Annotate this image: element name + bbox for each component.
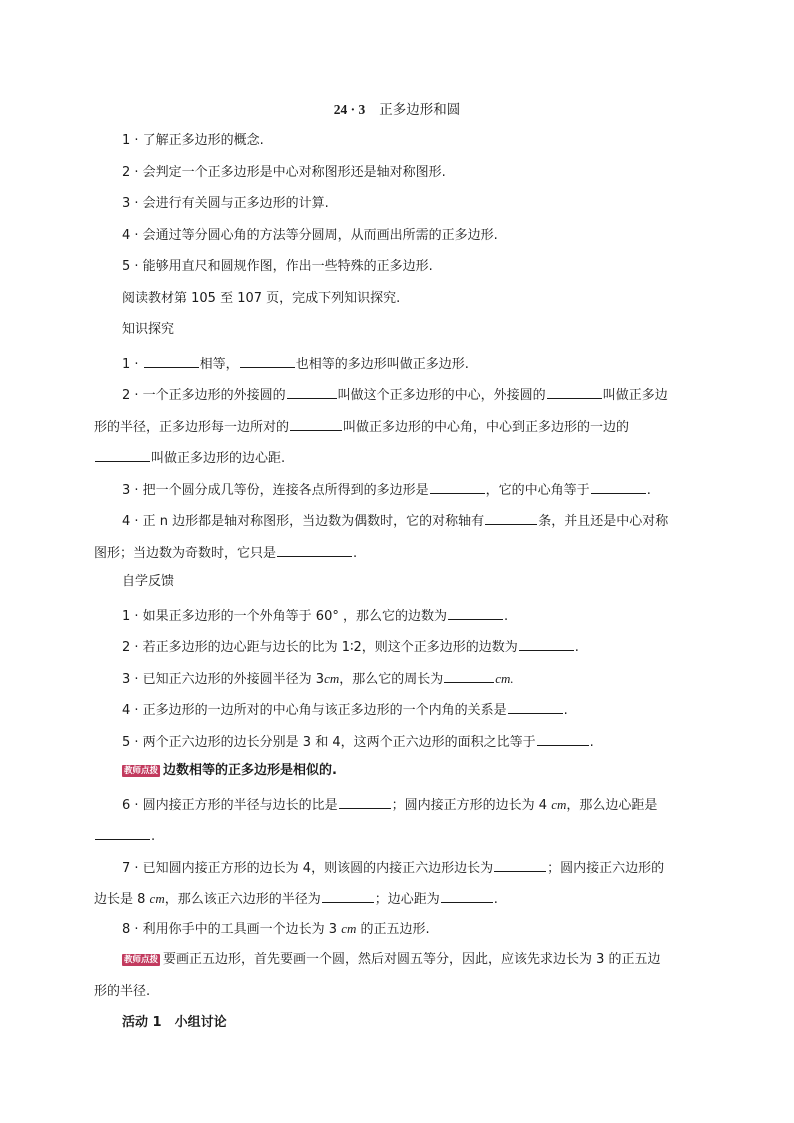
fill-blank[interactable] (537, 731, 589, 746)
k4-text-d: . (353, 546, 358, 561)
f7-text-b: ；圆内接正六边形的 (547, 861, 665, 876)
fill-blank[interactable] (322, 888, 374, 903)
k2-text-b: 叫做这个正多边形的中心，外接圆的 (337, 388, 546, 403)
k3-text-a: 3 · 把一个圆分成几等份，连接各点所得到的多边形是 (122, 483, 429, 498)
f2-text-a: 2 · 若正多边形的边心距与边长的比为 1∶2，则这个正多边形的边数为 (122, 640, 518, 655)
fill-blank[interactable] (508, 699, 563, 714)
f7-text-e: ；边心距为 (374, 892, 440, 907)
lesson-title-text: 正多边形和圆 (379, 102, 461, 118)
reading-instruction: 阅读教材第 105 至 107 页，完成下列知识探究. (122, 291, 401, 306)
fill-blank[interactable] (287, 384, 337, 399)
teacher-tip-1-text: 边数相等的正多边形是相似的. (163, 763, 337, 778)
fill-blank[interactable] (485, 510, 537, 525)
k1-text-c: 也相等的多边形叫做正多边形. (295, 357, 469, 372)
fill-blank[interactable] (95, 825, 150, 840)
k1-text-b: 相等， (199, 357, 239, 372)
unit-cm: cm (551, 797, 567, 812)
objective-2: 2 · 会判定一个正多边形是中心对称图形还是轴对称图形. (122, 165, 446, 180)
unit-cm: cm (149, 891, 165, 906)
f6-text-d: . (151, 829, 156, 844)
k4-text-c: 图形；当边数为奇数时，它只是 (94, 546, 277, 561)
fill-blank[interactable] (519, 636, 574, 651)
f3-text-a: 3 · 已知正六边形的外接圆半径为 3 (122, 672, 325, 687)
feedback-item-7-line-1 (122, 857, 712, 878)
objective-4: 4 · 会通过等分圆心角的方法等分圆周，从而画出所需的正多边形. (122, 228, 498, 243)
lesson-title (0, 101, 794, 119)
teacher-tip-2-text-a: 要画正五边形，首先要画一个圆，然后对圆五等分，因此，应该先求边长为 3 的正五边 (163, 952, 661, 967)
k2-text-d: 形的半径，正多边形每一边所对的 (94, 420, 290, 435)
f5-text-b: . (589, 735, 594, 750)
fill-blank[interactable] (339, 794, 391, 809)
k4-text-a: 4 · 正 n 边形都是轴对称图形，当边数为偶数时，它的对称轴有 (122, 514, 485, 529)
k2-text-c: 叫做正多边 (602, 388, 668, 403)
section-knowledge-heading: 知识探究 (122, 322, 175, 337)
f3-text-b: ，那么它的周长为 (339, 672, 444, 687)
teacher-tip-1 (122, 762, 712, 780)
fill-blank[interactable] (144, 353, 199, 368)
fill-blank[interactable] (591, 479, 646, 494)
teacher-tip-2-line-1 (122, 951, 712, 969)
fill-blank[interactable] (430, 479, 485, 494)
f1-text-a: 1 · 如果正多边形的一个外角等于 60° ，那么它的边数为 (122, 609, 447, 624)
feedback-item-7-line-2 (94, 888, 684, 909)
f6-text-b: ；圆内接正方形的边长为 4 (391, 798, 552, 813)
k3-text-c: . (646, 483, 651, 498)
feedback-item-6-line-1 (122, 794, 712, 815)
objective-5: 5 · 能够用直尺和圆规作图，作出一些特殊的正多边形. (122, 259, 433, 274)
f6-text-c: ，那么边心距是 (566, 798, 658, 813)
fill-blank[interactable] (290, 416, 342, 431)
fill-blank[interactable] (240, 353, 295, 368)
f7-text-a: 7 · 已知圆内接正方形的边长为 4，则该圆的内接正六边形边长为 (122, 861, 494, 876)
f7-text-f: . (493, 892, 498, 907)
section-feedback-heading: 自学反馈 (122, 574, 175, 589)
unit-cm: cm (324, 671, 340, 686)
f1-text-b: . (503, 609, 509, 624)
k4-text-b: 条，并且还是中心对称 (538, 514, 669, 529)
feedback-item-4 (122, 699, 712, 720)
fill-blank[interactable] (95, 447, 150, 462)
unit-cm: cm (341, 921, 357, 936)
feedback-item-3 (122, 668, 712, 689)
lesson-number: 24 · 3 (333, 102, 366, 117)
k2-text-a: 2 · 一个正多边形的外接圆的 (122, 388, 286, 403)
knowledge-item-1 (122, 353, 712, 374)
feedback-item-5 (122, 731, 712, 752)
f8-text-b: 的正五边形. (356, 922, 430, 937)
k2-text-e: 叫做正多边形的中心角，中心到正多边形的一边的 (343, 420, 630, 435)
objective-3: 3 · 会进行有关圆与正多边形的计算. (122, 196, 329, 211)
fill-blank[interactable] (441, 888, 493, 903)
f7-text-d: ，那么该正六边形的半径为 (164, 892, 321, 907)
k1-text-a: 1 · (122, 357, 143, 372)
teacher-tip-2-line-2: 形的半径. (94, 984, 151, 999)
feedback-item-1 (122, 605, 712, 626)
knowledge-item-3 (122, 479, 712, 500)
f4-text-a: 4 · 正多边形的一边所对的中心角与该正多边形的一个内角的关系是 (122, 703, 507, 718)
teacher-tip-badge: 教师点拨 (124, 955, 159, 965)
feedback-item-2 (122, 636, 712, 657)
knowledge-item-4-line-2 (94, 542, 684, 563)
f7-text-c: 边长是 8 (94, 892, 150, 907)
f4-text-b: . (563, 703, 568, 718)
activity-heading: 活动 1 小组讨论 (122, 1015, 227, 1030)
k3-text-b: ，它的中心角等于 (485, 483, 590, 498)
teacher-tip-badge: 教师点拨 (124, 766, 159, 776)
f3-text-c: cm. (495, 671, 514, 686)
k2-text-f: 叫做正多边形的边心距. (151, 451, 286, 466)
fill-blank[interactable] (444, 668, 494, 683)
knowledge-item-2-line-3 (94, 447, 684, 468)
objective-1: 1 · 了解正多边形的概念. (122, 133, 264, 148)
f6-text-a: 6 · 圆内接正方形的半径与边长的比是 (122, 798, 338, 813)
f5-text-a: 5 · 两个正六边形的边长分别是 3 和 4，这两个正六边形的面积之比等于 (122, 735, 536, 750)
feedback-item-8 (122, 920, 712, 939)
fill-blank[interactable] (277, 542, 352, 557)
knowledge-item-2-line-2 (94, 416, 684, 437)
fill-blank[interactable] (547, 384, 602, 399)
fill-blank[interactable] (494, 857, 546, 872)
fill-blank[interactable] (448, 605, 503, 620)
knowledge-item-2-line-1 (122, 384, 712, 405)
f2-text-b: . (574, 640, 579, 655)
f8-text-a: 8 · 利用你手中的工具画一个边长为 3 (122, 922, 342, 937)
knowledge-item-4-line-1 (122, 510, 712, 531)
feedback-item-6-line-2 (94, 825, 684, 846)
